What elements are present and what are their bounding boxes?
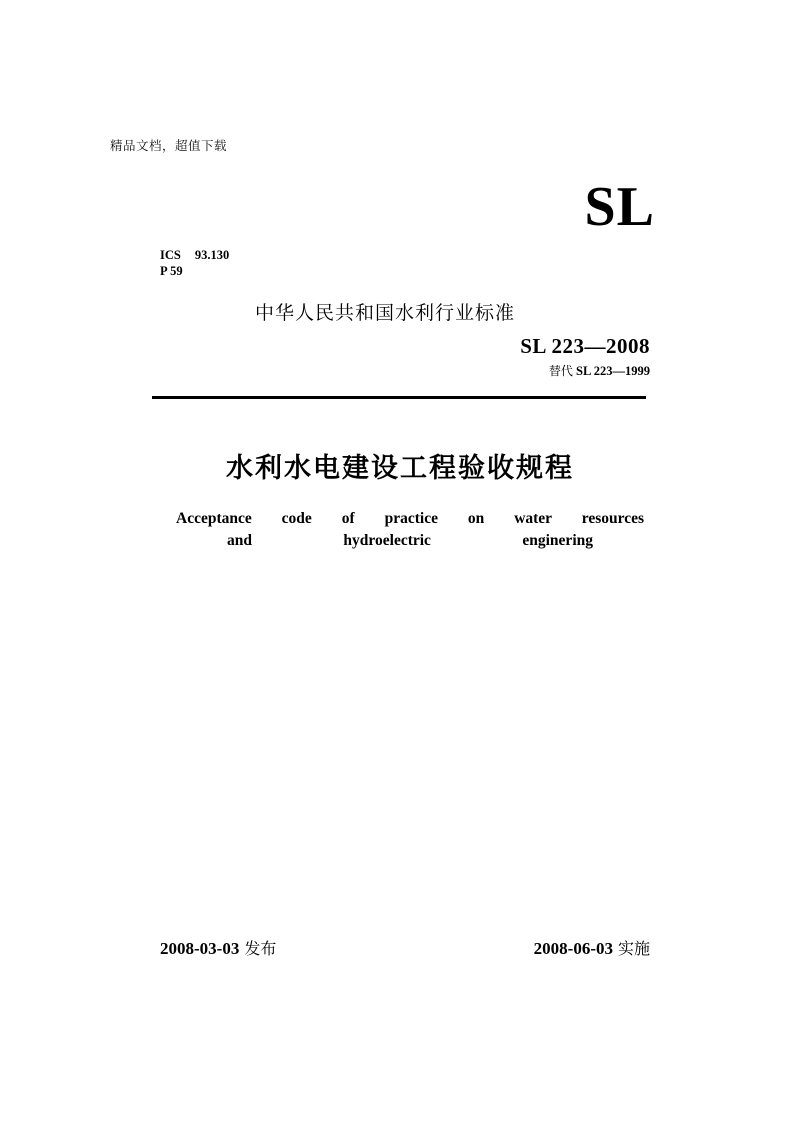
ics-label: ICS — [160, 248, 181, 262]
issue-date-group — [160, 936, 276, 959]
ics-value: 93.130 — [194, 248, 230, 262]
issue-date: 2008-03-03 — [160, 939, 240, 958]
page-title: 水利水电建设工程验收规程 — [226, 453, 574, 484]
watermark-text: 精品文档，超值下载 — [110, 138, 228, 153]
effective-date-group — [534, 936, 650, 959]
effective-label: 实施 — [617, 939, 650, 958]
effective-date: 2008-06-03 — [533, 939, 613, 958]
title-english-line-2: and hydroelectric enginering — [227, 532, 593, 550]
page-title-english — [176, 508, 644, 553]
replaces-prefix: 替代 — [548, 364, 573, 378]
sl-logo-text: SL — [584, 176, 655, 238]
horizontal-rule — [152, 396, 646, 399]
standard-number: SL 223—2008 — [520, 334, 650, 358]
replaces-number: SL 223—1999 — [576, 364, 650, 378]
document-footer — [160, 936, 650, 959]
title-english-line-1: Acceptance code of practice on water resources — [176, 510, 644, 527]
issuer-line: 中华人民共和国水利行业标准 — [255, 302, 516, 324]
issue-label: 发布 — [244, 939, 277, 958]
classification-code: P 59 — [160, 263, 183, 278]
replaces-line — [549, 362, 650, 379]
ics-block — [160, 248, 229, 279]
